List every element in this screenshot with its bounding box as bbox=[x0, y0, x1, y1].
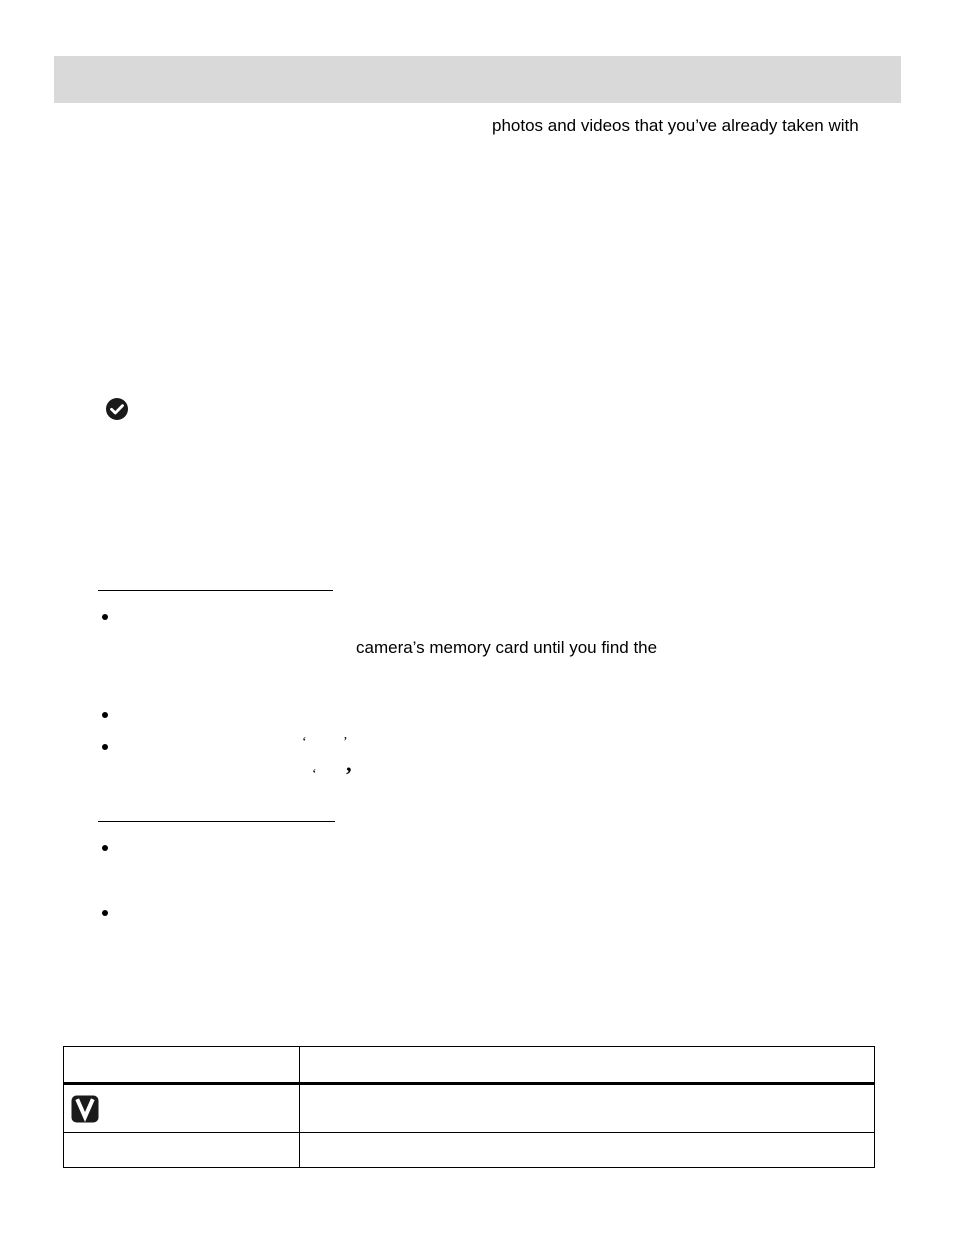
video-v-icon bbox=[71, 1095, 99, 1123]
list-bullet bbox=[102, 910, 108, 916]
intro-text-fragment: photos and videos that you’ve already taken with bbox=[492, 116, 859, 135]
open-quote-mark: ‘ bbox=[312, 767, 317, 782]
memory-card-text-fragment: camera’s memory card until you find the bbox=[356, 638, 658, 657]
table-row bbox=[64, 1133, 875, 1168]
list-bullet bbox=[102, 845, 108, 851]
section-header-band bbox=[54, 56, 901, 103]
table-cell bbox=[300, 1084, 875, 1133]
close-quote-mark: ’ bbox=[345, 762, 353, 787]
table-row bbox=[64, 1047, 875, 1084]
table-cell bbox=[300, 1133, 875, 1168]
table-row bbox=[64, 1084, 875, 1133]
table-cell bbox=[300, 1047, 875, 1084]
table-cell bbox=[64, 1047, 300, 1084]
section-rule-2 bbox=[98, 821, 335, 822]
list-bullet bbox=[102, 744, 108, 750]
open-quote-mark: ‘ bbox=[302, 735, 307, 750]
mode-table bbox=[63, 1046, 875, 1168]
list-bullet bbox=[102, 614, 108, 620]
check-circle-icon bbox=[105, 397, 129, 421]
close-quote-mark: ’ bbox=[343, 735, 348, 750]
table-cell bbox=[64, 1084, 300, 1133]
section-rule-1 bbox=[98, 590, 333, 591]
list-bullet bbox=[102, 712, 108, 718]
table-cell bbox=[64, 1133, 300, 1168]
